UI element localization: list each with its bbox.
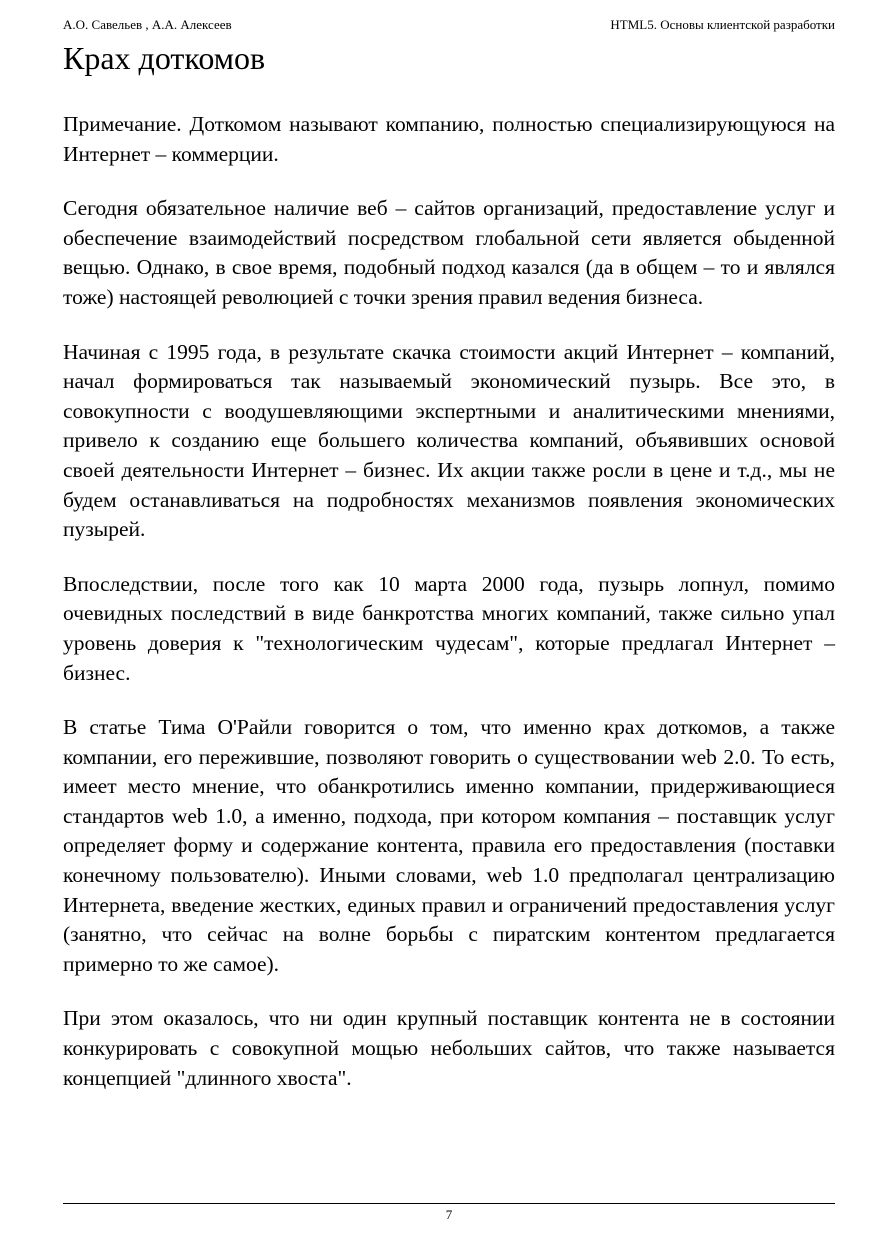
page-number: 7 <box>445 1207 453 1222</box>
header-book-title: HTML5. Основы клиентской разработки <box>610 17 835 32</box>
header-authors: А.О. Савельев , А.А. Алексеев <box>63 17 232 32</box>
paragraph: В статье Тима О'Райли говорится о том, что именно крах доткомов, а также компании, его пережившие, позволяют говорить о существовании web 2.0. То есть, имеет место мнение, что обанкротились именно компании, придерживающиеся стандартов web 1.0, а именно, подхода, при котором компания – поставщик услуг определяет форму и содержание контента, правила его предоставления (поставки конечному пользователю). Иными словами, web 1.0 предполагал централизацию Интернета, введение жестких, единых правил и ограничений предоставления услуг (занятно, что сейчас на волне борьбы с пиратским контентом предлагается примерно то же самое). <box>63 715 835 976</box>
footer-divider <box>63 1203 835 1204</box>
body-text <box>63 110 835 1093</box>
section-title: Крах доткомов <box>63 40 266 76</box>
paragraph-note: Примечание. Доткомом называют компанию, полностью специализирующуюся на Интернет – коммерции. <box>63 112 835 166</box>
paragraph: Сегодня обязательное наличие веб – сайтов организаций, предоставление услуг и обеспечение взаимодействий посредством глобальной сети является обыденной вещью. Однако, в свое время, подобный подход казался (да в общем – то и являлся тоже) настоящей революцией с точки зрения правил ведения бизнеса. <box>63 196 835 309</box>
running-header <box>63 16 835 34</box>
paragraph: Начиная с 1995 года, в результате скачка стоимости акций Интернет – компаний, начал формироваться так называемый экономический пузырь. Все это, в совокупности с воодушевляющими экспертными и аналитическими мнениями, привело к созданию еще большего количества компаний, объявивших основой своей деятельности Интернет – бизнес. Их акции также росли в цене и т.д., мы не будем останавливаться на подробностях механизмов появления экономических пузырей. <box>63 339 835 542</box>
paragraph: При этом оказалось, что ни один крупный поставщик контента не в состоянии конкурировать с совокупной мощью небольших сайтов, что также называется концепцией "длинного хвоста". <box>63 1006 835 1090</box>
document-page <box>63 0 835 1241</box>
paragraph: Впоследствии, после того как 10 марта 2000 года, пузырь лопнул, помимо очевидных последствий в виде банкротства многих компаний, также сильно упал уровень доверия к "технологическим чудесам", которые предлагал Интернет – бизнес. <box>63 571 835 685</box>
